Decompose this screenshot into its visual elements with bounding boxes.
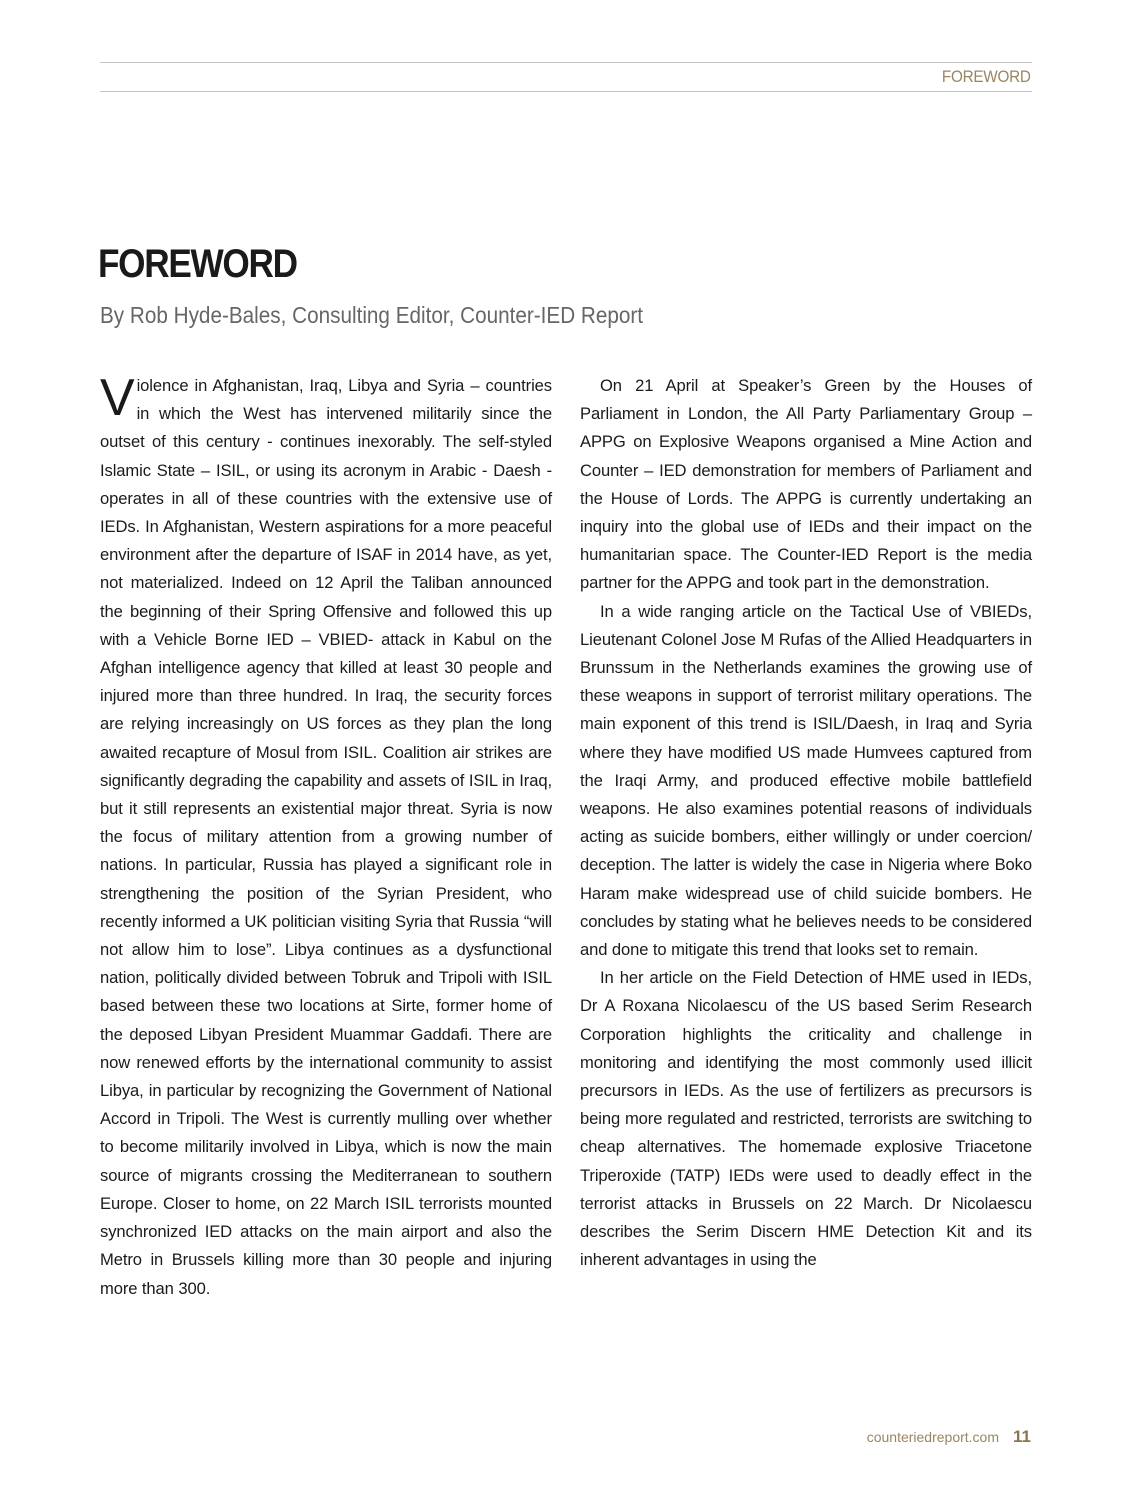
header-rule-top: [100, 62, 1032, 63]
running-title: FOREWORD: [942, 67, 1031, 86]
article-column-1: [100, 369, 552, 1303]
header-rule-bottom: [100, 91, 1032, 92]
footer-website: counteriedreport.com: [866, 1429, 1000, 1445]
page-title: FOREWORD: [98, 242, 297, 286]
paragraph: [100, 369, 552, 1303]
paragraph: In a wide ranging article on the Tactical Use of VBIEDs, Lieutenant Colonel Jose M Rufas of the Allied Headquarters in Brunssum in the Netherlands examines the growing use of these weapons in support of terrorist military operations. The main exponent of this trend is ISIL/Daesh, in Iraq and Syria where they have modified US made Humvees captured from the Iraqi Army, and produced effective mobile battlefield weapons. He also examines potential reasons of individuals acting as suicide bombers, either willingly or under coercion/ deception. The latter is widely the case in Nigeria where Boko Haram make widespread use of child suicide bombers. He concludes by stating what he believes needs to be considered and done to mitigate this trend that looks set to remain.: [580, 601, 1032, 960]
page-footer: [867, 1427, 1031, 1447]
page-number: 11: [1013, 1427, 1031, 1446]
drop-cap: V: [100, 369, 135, 427]
paragraph: In her article on the Field Detection of HME used in IEDs, Dr A Roxana Nicolaescu of the US based Serim Research Corporation highlights the criticality and challenge in monitoring and identifying the most commonly used illicit precursors in IEDs. As the use of fertilizers as precursors is being more regulated and restricted, terrorists are switching to cheap alternatives. The homemade explosive Triacetone Triperoxide (TATP) IEDs were used to deadly effect in the terrorist attacks in Brussels on 22 March. Dr Nicolaescu describes the Serim Discern HME Detection Kit and its inherent advantages in using the: [580, 968, 1032, 1270]
article-column-2: [580, 372, 1032, 1275]
byline: By Rob Hyde-Bales, Consulting Editor, Counter-IED Report: [100, 302, 644, 328]
paragraph: On 21 April at Speaker’s Green by the Houses of Parliament in London, the All Party Parliamentary Group – APPG on Explosive Weapons organised a Mine Action and Counter – IED demonstration for members of Parliament and the House of Lords. The APPG is currently undertaking an inquiry into the global use of IEDs and their impact on the humanitarian space. The Counter-IED Report is the media partner for the APPG and took part in the demonstration.: [580, 376, 1032, 593]
paragraph-text: iolence in Afghanistan, Iraq, Libya and Syria – countries in which the West has intervened militarily since the outset of this century - continues inexorably. The self-styled Islamic State – ISIL, or using its acronym in Arabic - Daesh - operates in all of these countries with the extensive use of IEDs. In Afghanistan, Western aspirations for a more peaceful environment after the departure of ISAF in 2014 have, as yet, not materialized. Indeed on 12 April the Taliban announced the beginning of their Spring Offensive and followed this up with a Vehicle Borne IED – VBIED- attack in Kabul on the Afghan intelligence agency that killed at least 30 people and injured more than three hundred. In Iraq, the security forces are relying increasingly on US forces as they plan the long awaited recapture of Mosul from ISIL. Coalition air strikes are significantly degrading the capability and assets of ISIL in Iraq, but it still represents an existential major threat. Syria is now the focus of military attention from a growing number of nations. In particular, Russia has played a significant role in strengthening the position of the Syrian President, who recently informed a UK politician visiting Syria that Russia “will not allow him to lose”. Libya continues as a dysfunctional nation, politically divided between Tobruk and Tripoli with ISIL based between these two locations at Sirte, former home of the deposed Libyan President Muammar Gaddafi. There are now renewed efforts by the international community to assist Libya, in particular by recognizing the Government of National Accord in Tripoli. The West is currently mulling over whether to become militarily involved in Libya, which is now the main source of migrants crossing the Mediterranean to southern Europe. Closer to home, on 22 March ISIL terrorists mounted synchronized IED attacks on the main airport and also the Metro in Brussels killing more than 30 people and injuring more than 300.: [100, 376, 552, 1298]
